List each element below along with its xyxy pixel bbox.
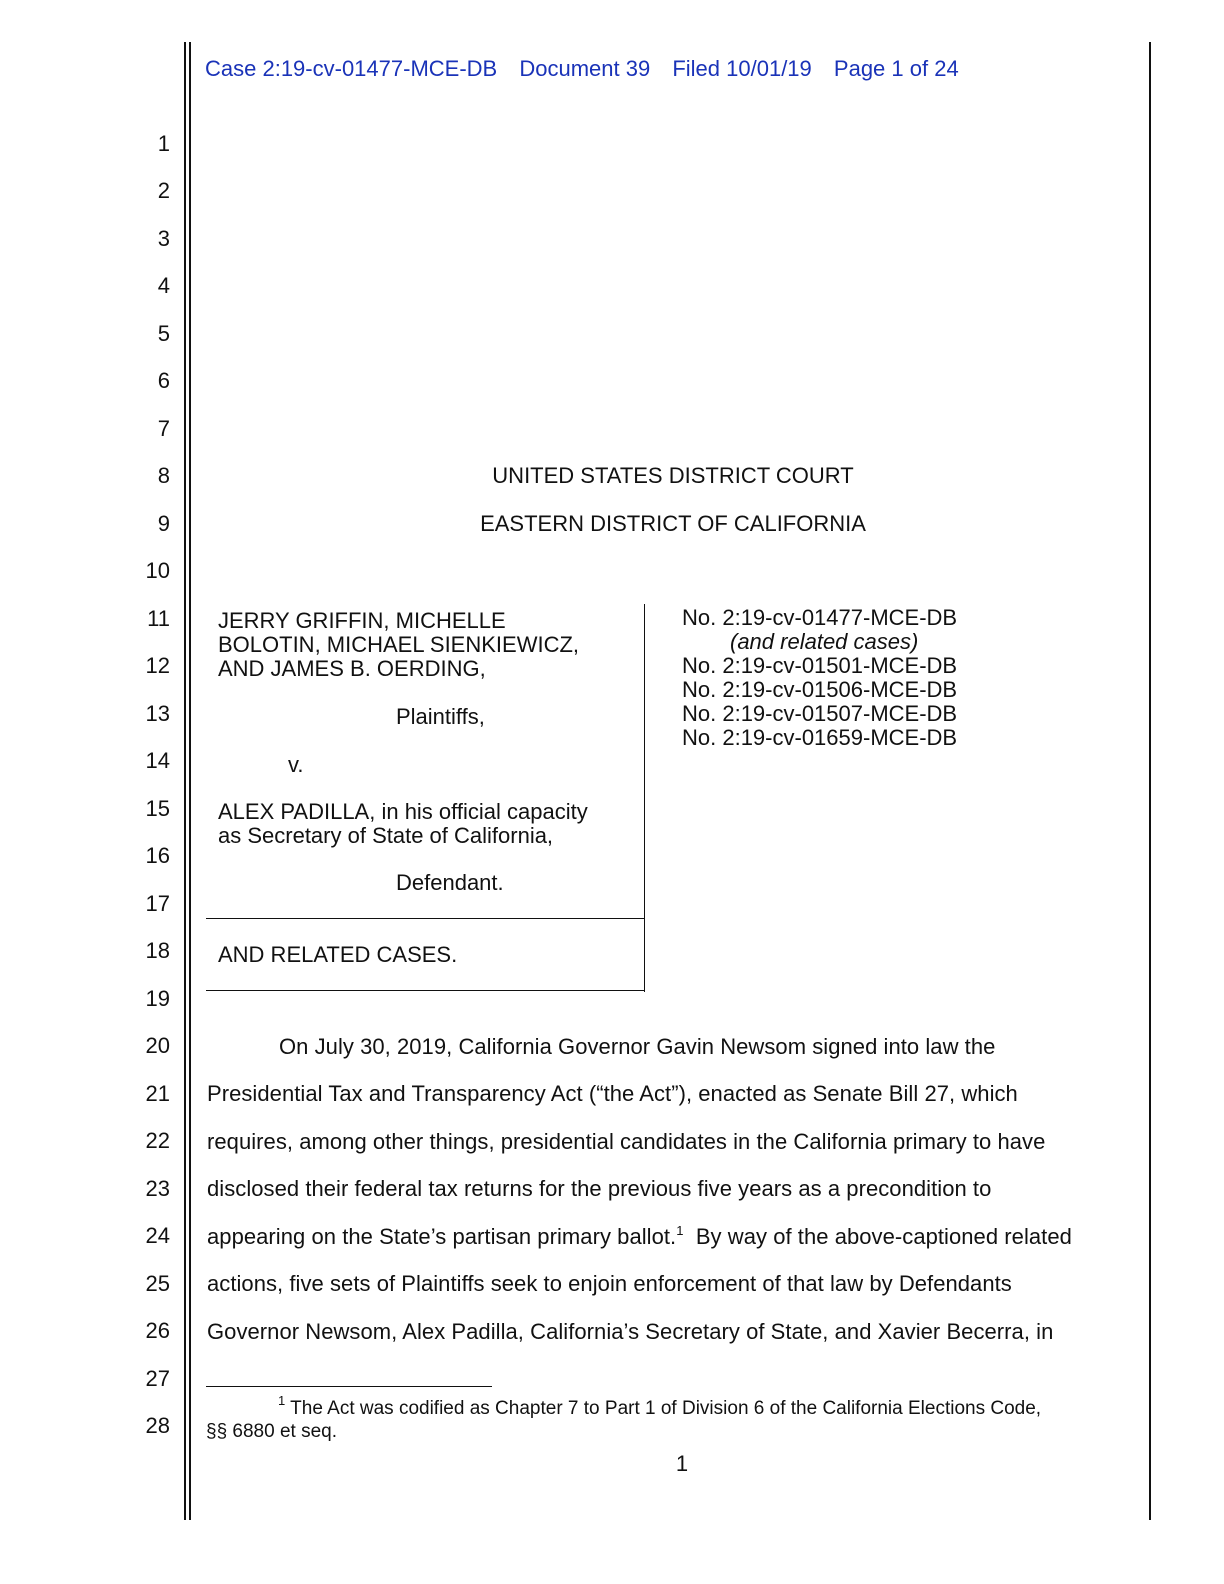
ecf-header <box>205 56 975 82</box>
caption-divider <box>206 918 645 919</box>
line-number: 28 <box>145 1413 170 1438</box>
line-number: 4 <box>157 273 170 298</box>
footnote-text: §§ 6880 et seq. <box>206 1421 337 1442</box>
body-line: Presidential Tax and Transparency Act (“the Act”), enacted as Senate Bill 27, which <box>207 1081 1018 1106</box>
line-number: 1 <box>157 131 170 156</box>
line-number: 22 <box>145 1128 170 1153</box>
line-number: 19 <box>145 986 170 1011</box>
line-number: 18 <box>145 938 170 963</box>
line-number: 15 <box>145 796 170 821</box>
line-number: 16 <box>145 843 170 868</box>
page-number: 1 <box>675 1451 689 1476</box>
plaintiffs-line: JERRY GRIFFIN, MICHELLE <box>218 608 506 633</box>
line-number: 11 <box>147 606 170 631</box>
line-number: 23 <box>145 1176 170 1201</box>
case-number-related: No. 2:19-cv-01506-MCE-DB <box>682 677 958 702</box>
plaintiffs-label: Plaintiffs, <box>396 704 485 729</box>
line-number: 24 <box>145 1223 170 1248</box>
line-number: 12 <box>145 653 170 678</box>
defendant-line: ALEX PADILLA, in his official capacity <box>218 799 588 824</box>
related-cases-label: AND RELATED CASES. <box>218 942 458 967</box>
header-document-number: Document 39 <box>519 56 651 81</box>
caption-vertical-rule <box>644 604 645 992</box>
footnote-separator <box>206 1386 492 1387</box>
body-line-text: appearing on the State’s partisan primary ballot. <box>207 1224 677 1249</box>
line-number: 25 <box>145 1271 170 1296</box>
body-line: actions, five sets of Plaintiffs seek to enjoin enforcement of that law by Defendants <box>207 1271 1012 1296</box>
line-number: 8 <box>157 463 170 488</box>
header-page-count: Page 1 of 24 <box>833 56 959 81</box>
line-number: 21 <box>145 1081 170 1106</box>
plaintiffs-line: BOLOTIN, MICHAEL SIENKIEWICZ, <box>218 632 580 657</box>
left-margin-rule-inner <box>189 42 191 1520</box>
line-number: 27 <box>145 1366 170 1391</box>
defendant-line: as Secretary of State of California, <box>218 823 554 848</box>
body-line: On July 30, 2019, California Governor Gavin Newsom signed into law the <box>279 1034 996 1059</box>
footnote-reference: 1 <box>676 1223 684 1238</box>
body-line <box>207 1224 1072 1250</box>
line-number: 9 <box>157 511 170 536</box>
right-margin-rule <box>1149 42 1151 1520</box>
footnote <box>206 1393 1106 1443</box>
line-number: 5 <box>157 321 170 346</box>
line-number: 26 <box>145 1318 170 1343</box>
defendant-label: Defendant. <box>396 870 504 895</box>
line-number: 2 <box>157 178 170 203</box>
footnote-marker: 1 <box>278 1393 286 1408</box>
court-district: EASTERN DISTRICT OF CALIFORNIA <box>480 511 866 536</box>
footnote-text: The Act was codified as Chapter 7 to Part 1 of Division 6 of the California Elections Code, <box>285 1398 1042 1419</box>
case-numbers <box>682 606 957 750</box>
body-line-text: By way of the above-captioned related <box>683 1224 1072 1249</box>
line-number: 3 <box>157 226 170 251</box>
court-name: UNITED STATES DISTRICT COURT <box>492 463 854 488</box>
line-number: 7 <box>157 416 170 441</box>
plaintiffs-names <box>218 609 579 681</box>
header-filed-date: Filed 10/01/19 <box>672 56 812 81</box>
line-number: 6 <box>157 368 170 393</box>
versus-label: v. <box>288 752 304 777</box>
line-number: 10 <box>145 558 170 583</box>
header-case-number: Case 2:19-cv-01477-MCE-DB <box>205 56 498 81</box>
plaintiffs-line: AND JAMES B. OERDING, <box>218 656 486 681</box>
caption-bottom-rule <box>206 990 645 991</box>
line-number: 14 <box>145 748 170 773</box>
body-line: disclosed their federal tax returns for the previous five years as a precondition to <box>207 1176 992 1201</box>
line-number: 13 <box>145 701 170 726</box>
case-number-related: No. 2:19-cv-01659-MCE-DB <box>682 725 958 750</box>
line-number: 17 <box>145 891 170 916</box>
case-number-primary: No. 2:19-cv-01477-MCE-DB <box>682 605 958 630</box>
line-number: 20 <box>145 1033 170 1058</box>
case-number-related: No. 2:19-cv-01507-MCE-DB <box>682 701 958 726</box>
body-line: requires, among other things, presidential candidates in the California primary to have <box>207 1129 1046 1154</box>
body-line: Governor Newsom, Alex Padilla, California’s Secretary of State, and Xavier Becerra, in <box>207 1319 1054 1344</box>
related-cases-note: (and related cases) <box>730 629 919 654</box>
case-number-related: No. 2:19-cv-01501-MCE-DB <box>682 653 958 678</box>
defendant-names <box>218 800 588 848</box>
left-margin-rule <box>184 42 186 1520</box>
